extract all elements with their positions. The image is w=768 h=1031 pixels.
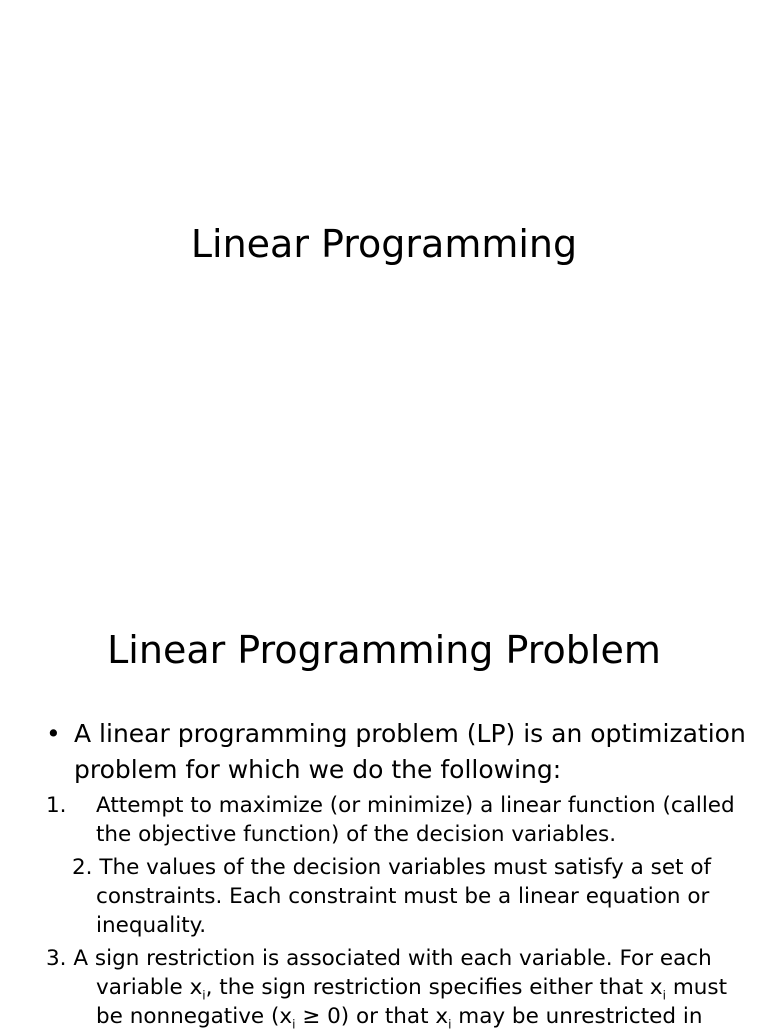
list-item-number: 2. [72,855,93,880]
list-item-text: Attempt to maximize (or minimize) a linear function (called the objective function) of the decision variables. [96,793,735,847]
list-item [46,853,746,940]
slide-title: Linear Programming [190,222,578,266]
list-item [46,791,746,849]
slide-title: Linear Programming Problem [107,628,661,672]
text-fragment: , the sign restriction specifies either that x [205,975,663,1000]
bullet-text: A linear programming problem (LP) is an optimization problem for which we do the following: [74,719,746,784]
text-fragment: A sign restriction is associated with each variable. For each variable x [73,946,712,1000]
list-item-number: 3. [46,946,67,971]
list-item-text [73,946,727,1029]
text-fragment: may be unrestricted in [451,1004,703,1029]
slide-body [46,716,746,1031]
bullet-point [46,716,746,788]
text-fragment: ≥ 0) or that x [295,1004,449,1029]
list-item-number: 1. [46,793,67,818]
subscript: i [662,988,666,1003]
bullet-icon: • [46,719,61,748]
text-fragment: must be nonnegative (x [96,975,728,1029]
subscript: i [292,1017,296,1031]
list-item [46,944,746,1031]
list-item-text: The values of the decision variables must satisfy a set of constraints. Each constraint must be a linear equation or inequality. [96,855,712,938]
subscript: i [448,1017,452,1031]
subscript: i [202,988,206,1003]
